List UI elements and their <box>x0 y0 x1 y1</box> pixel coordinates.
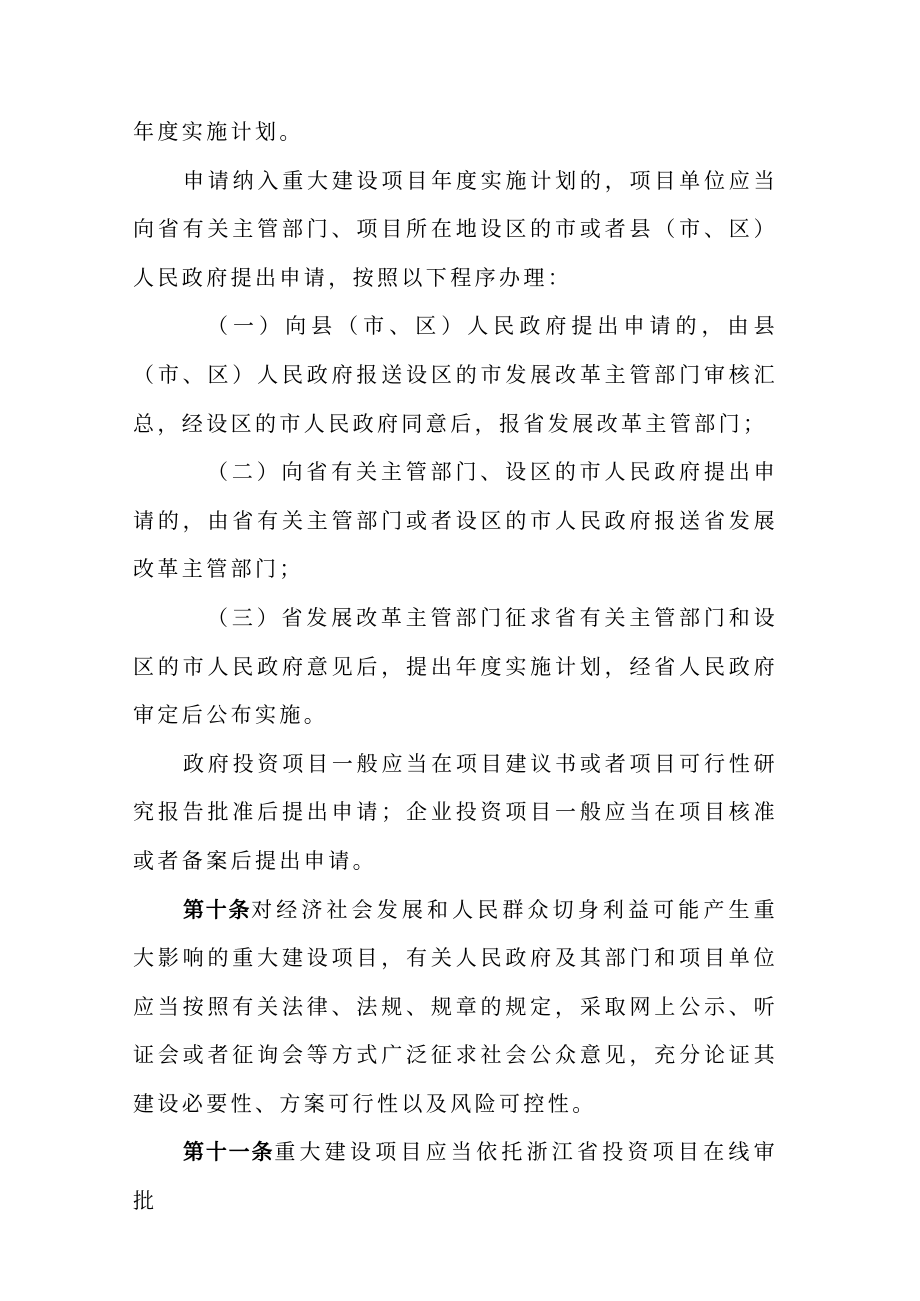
paragraph-text: 申请纳入重大建设项目年度实施计划的，项目单位应当向省有关主管部门、项目所在地设区的市或者县（市、区）人民政府提出申请，按照以下程序办理： <box>133 168 778 290</box>
article-11 <box>133 1128 778 1225</box>
article-10 <box>133 886 778 1129</box>
paragraph-procedure-2 <box>133 448 778 594</box>
paragraph-text: （二）向省有关主管部门、设区的市人民政府提出申请的，由省有关主管部门或者设区的市人民政府报送省发展改革主管部门； <box>133 460 778 582</box>
paragraph-application-timing <box>133 740 778 886</box>
document-body <box>133 108 778 1226</box>
article-heading: 第十一条 <box>183 1140 275 1165</box>
article-text: 对经济社会发展和人民群众切身利益可能产生重大影响的重大建设项目，有关人民政府及其部门和项目单位应当按照有关法律、法规、规章的规定，采取网上公示、听证会或者征询会等方式广泛征求社会公众意见，充分论证其建设必要性、方案可行性以及风险可控性。 <box>133 897 778 1116</box>
paragraph-application <box>133 157 778 303</box>
paragraph-text: （三）省发展改革主管部门征求省有关主管部门和设区的市人民政府意见后，提出年度实施计划，经省人民政府审定后公布实施。 <box>133 605 778 728</box>
paragraph-text: （一）向县（市、区）人民政府提出申请的，由县（市、区）人民政府报送设区的市发展改革主管部门审核汇总，经设区的市人民政府同意后，报省发展改革主管部门； <box>133 314 778 436</box>
article-heading: 第十条 <box>183 897 252 922</box>
paragraph-procedure-3 <box>133 594 778 740</box>
paragraph-text: 年度实施计划。 <box>133 120 304 144</box>
paragraph-text: 政府投资项目一般应当在项目建议书或者项目可行性研究报告批准后提出申请；企业投资项目一般应当在项目核准或者备案后提出申请。 <box>133 751 778 873</box>
article-text: 重大建设项目应当依托浙江省投资项目在线审批 <box>133 1140 779 1214</box>
paragraph-continuation <box>133 108 778 157</box>
paragraph-procedure-1 <box>133 302 778 448</box>
